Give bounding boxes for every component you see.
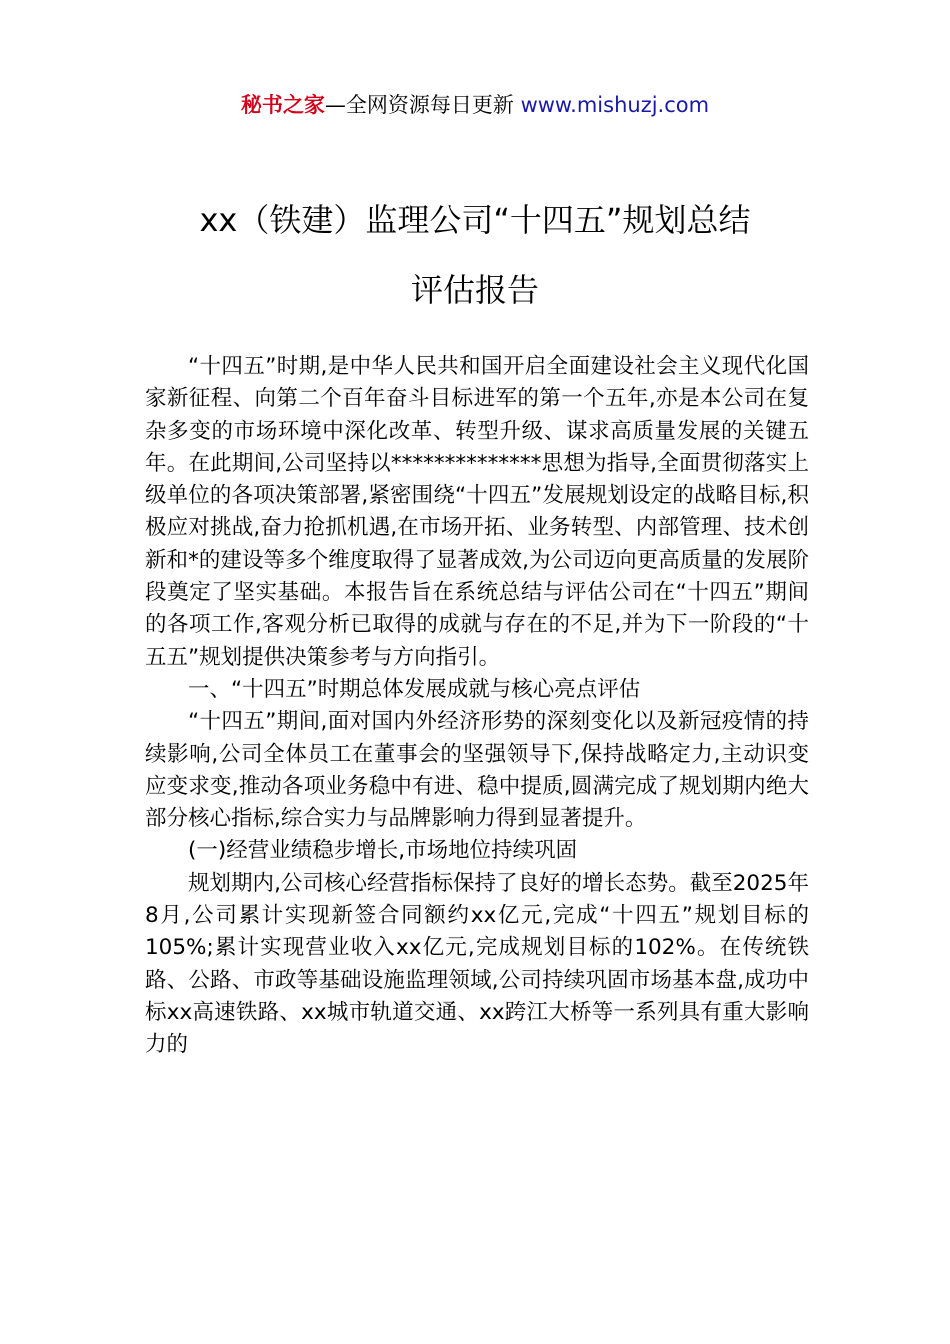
brand-name: 秘书之家 [240,93,325,117]
title-line-2: 评估报告 [410,271,539,309]
section-1-paragraph: “十四五”期间,面对国内外经济形势的深刻变化以及新冠疫情的持续影响,公司全体员工在董事会的坚强领导下,保持战略定力,主动识变应变求变,推动各项业务稳中有进、稳中提质,圆满完成了规划期内绝大部分核心指标,综合实力与品牌影响力得到显著提升。 [145,709,809,832]
intro-paragraph: “十四五”时期,是中华人民共和国开启全面建设社会主义现代化国家新征程、向第二个百年奋斗目标进军的第一个五年,亦是本公司在复杂多变的市场环境中深化改革、转型升级、谋求高质量发展的关键五年。在此期间,公司坚持以**************思想为指导,全面贯彻落实上级单位的各项决策部署,紧密围绕“十四五”发展规划设定的战略目标,积极应对挑战,奋力抢抓机遇,在市场开拓、业务转型、内部管理、技术创新和*的建设等多个维度取得了显著成效,为公司迈向更高质量的发展阶段奠定了坚实基础。本报告旨在系统总结与评估公司在“十四五”期间的各项工作,客观分析已取得的成就与存在的不足,并为下一阶段的“十五五”规划提供决策参考与方向指引。 [145,354,809,670]
site-url-link[interactable]: www.mishuzj.com [520,93,710,117]
subsection-heading-1: (一)经营业绩稳步增长,市场地位持续巩固 [188,838,578,864]
title-line-1: xx（铁建）监理公司“十四五”规划总结 [199,201,751,239]
document-body [145,351,809,1062]
site-slogan: —全网资源每日更新 [324,93,521,117]
document-title [90,185,860,325]
site-header [0,90,950,120]
section-heading-1: 一、“十四五”时期总体发展成就与核心亮点评估 [188,676,641,702]
subsection-1-paragraph: 规划期内,公司核心经营指标保持了良好的增长态势。截至2025年8月,公司累计实现新签合同额约xx亿元,完成“十四五”规划目标的105%;累计实现营业收入xx亿元,完成规划目标的102%。在传统铁路、公路、市政等基础设施监理领域,公司持续巩固市场基本盘,成功中标xx高速铁路、xx城市轨道交通、xx跨江大桥等一系列具有重大影响力的 [145,870,809,1058]
